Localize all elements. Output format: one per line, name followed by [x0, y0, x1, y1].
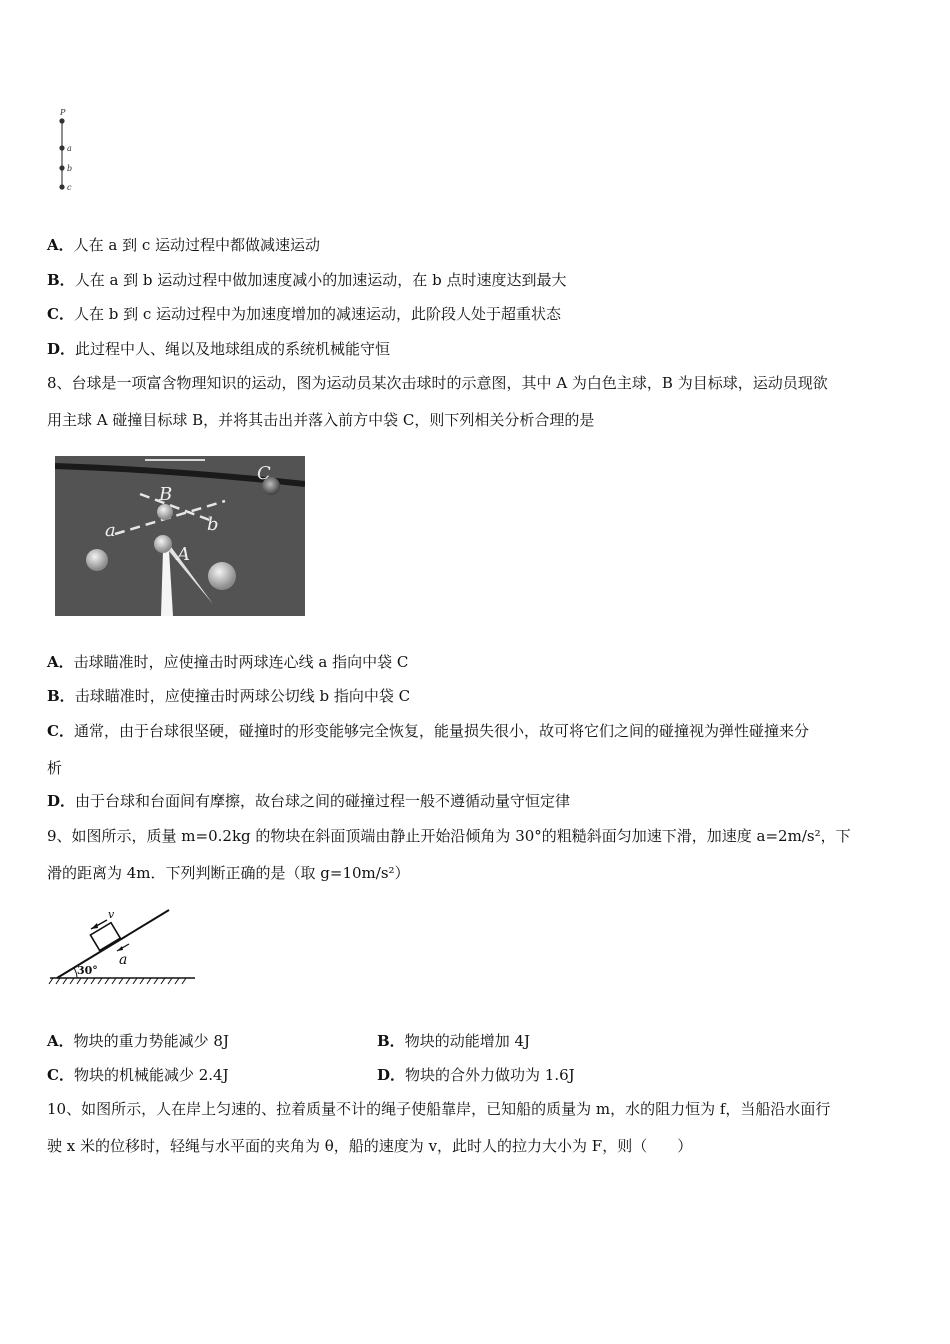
q8-option-d: D．由于台球和台面间有摩擦，故台球之间的碰撞过程一般不遵循动量守恒定律 — [47, 792, 571, 810]
q8-stem-line1: 8、台球是一项富含物理知识的运动，图为运动员某次击球时的示意图，其中 A 为白色主球，B 为目标球，运动员现欲 — [47, 374, 828, 392]
q8-billiards-figure — [55, 456, 305, 616]
q9-stem-line1: 9、如图所示，质量 m=0.2kg 的物块在斜面顶端由静止开始沿倾角为 30°的粗糙斜面匀加速下滑，加速度 a=2m/s²，下 — [47, 827, 851, 845]
q9-option-b: B．物块的动能增加 4J — [377, 1032, 531, 1050]
q8-label-a-ball: A — [177, 544, 190, 565]
q9-option-a: A．物块的重力势能减少 8J — [47, 1032, 229, 1050]
q8-label-c: C — [257, 463, 271, 484]
q8-label-b-ball: B — [159, 484, 173, 505]
q8-option-b: B．击球瞄准时，应使撞击时两球公切线 b 指向中袋 C — [47, 687, 411, 705]
q7-option-a: A．人在 a 到 c 运动过程中都做减速运动 — [47, 236, 321, 254]
q7-label-a: a — [67, 144, 72, 153]
q8-label-line-a: a — [105, 520, 116, 541]
q8-option-a: A．击球瞄准时，应使撞击时两球连心线 a 指向中袋 C — [47, 653, 409, 671]
q9-velocity-label: v — [108, 908, 115, 921]
q10-stem-line2: 驶 x 米的位移时，轻绳与水平面的夹角为 θ，船的速度为 v，此时人的拉力大小为 F，则（ ） — [47, 1137, 693, 1155]
q9-acceleration-label: a — [119, 952, 128, 968]
q9-incline-figure — [45, 898, 200, 996]
q8-option-c: C．通常，由于台球很坚硬，碰撞时的形变能够完全恢复，能量损失很小，故可将它们之间的碰撞视为弹性碰撞来分 — [47, 722, 809, 740]
q9-option-d: D．物块的合外力做功为 1.6J — [377, 1066, 575, 1084]
q9-option-c: C．物块的机械能减少 2.4J — [47, 1066, 229, 1084]
q7-option-d: D．此过程中人、绳以及地球组成的系统机械能守恒 — [47, 340, 391, 358]
q8-option-c-cont: 析 — [47, 759, 63, 777]
q8-stem-line2: 用主球 A 碰撞目标球 B，并将其击出并落入前方中袋 C，则下列相关分析合理的是 — [47, 411, 595, 429]
q7-option-b: B．人在 a 到 b 运动过程中做加速度减小的加速运动，在 b 点时速度达到最大 — [47, 271, 567, 289]
q10-stem-line1: 10、如图所示，人在岸上匀速的、拉着质量不计的绳子使船靠岸，已知船的质量为 m，水的阻力恒为 f，当船沿水面行 — [47, 1100, 831, 1118]
q8-label-line-b: b — [207, 514, 219, 535]
q7-label-p: P — [60, 108, 66, 117]
q7-label-c: c — [67, 183, 72, 192]
q7-figure — [52, 105, 82, 197]
q9-angle-label: 30° — [77, 964, 98, 977]
q7-label-b: b — [67, 164, 73, 173]
q9-stem-line2: 滑的距离为 4m．下列判断正确的是（取 g=10m/s²） — [47, 864, 410, 882]
q7-option-c: C．人在 b 到 c 运动过程中为加速度增加的减速运动，此阶段人处于超重状态 — [47, 305, 562, 323]
